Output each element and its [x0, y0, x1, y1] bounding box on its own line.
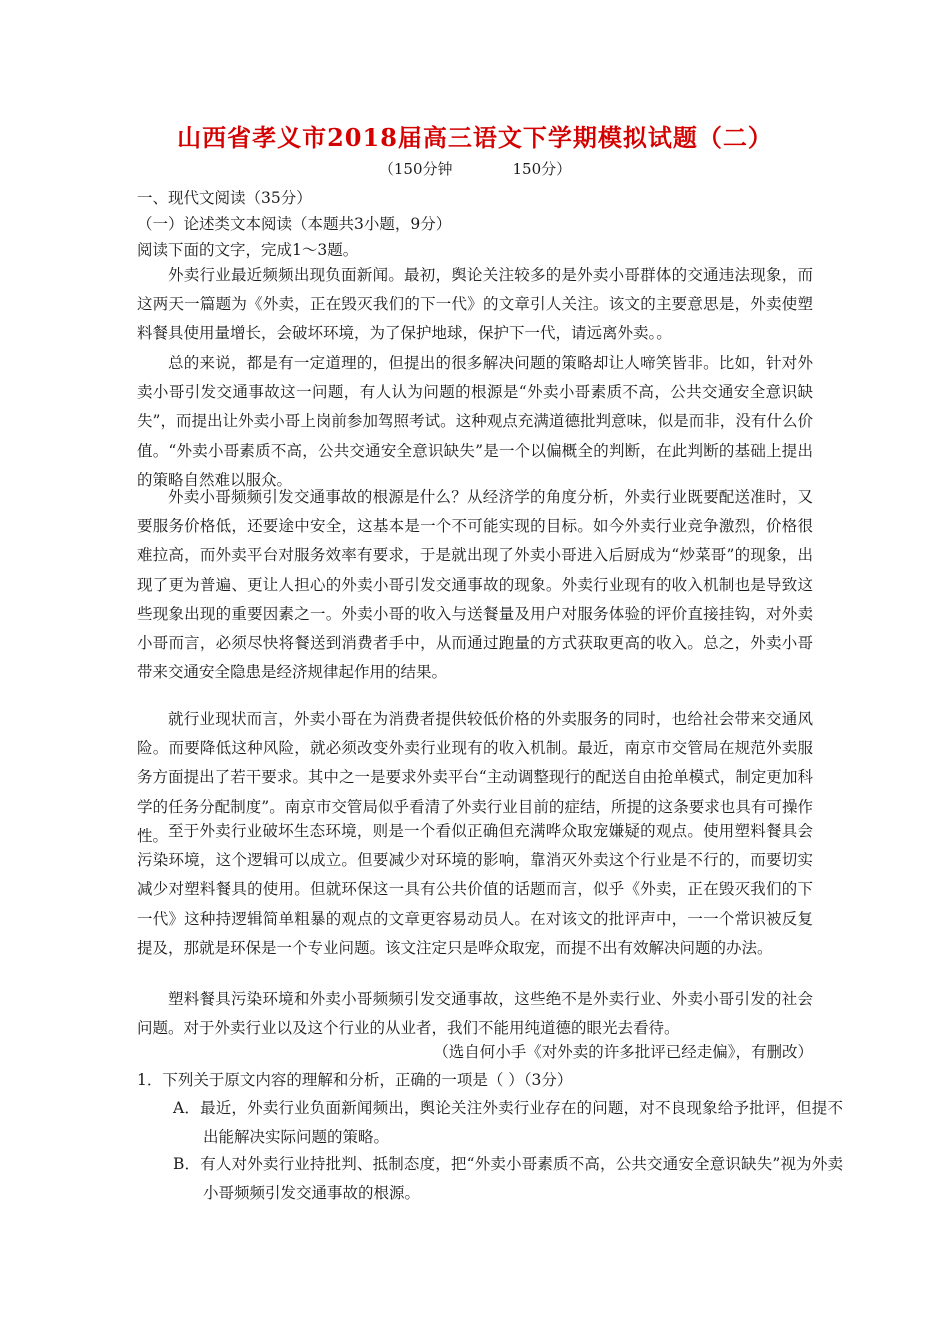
option-a: A．最近，外卖行业负面新闻频出，舆论关注外卖行业存在的问题，对不良现象给予批评，但提不出能解决实际问题的策略。: [173, 1099, 843, 1146]
exam-score: 150分）: [512, 160, 572, 178]
reading-instruction: 阅读下面的文字，完成1～3题。: [137, 241, 359, 259]
question-1: 1．下列关于原文内容的理解和分析，正确的一项是（ ）（3分）: [137, 1071, 573, 1089]
paragraph: 外卖小哥频频引发交通事故的根源是什么？从经济学的角度分析，外卖行业既要配送准时，又要服务价格低，还要途中安全，这基本是一个不可能实现的目标。如今外卖行业竞争激烈，价格很难拉高，而外卖平台对服务效率有要求，于是就出现了外卖小哥进入后厨成为“炒菜哥”的现象，出现了更为普遍、更让人担心的外卖小哥引发交通事故的现象。外卖行业现有的收入机制也是导致这些现象出现的重要因素之一。外卖小哥的收入与送餐量及用户对服务体验的评价直接挂钩，对外卖小哥而言，必须尽快将餐送到消费者手中，从而通过跑量的方式获取更高的收入。总之，外卖小哥带来交通安全隐患是经济规律起作用的结果。: [137, 488, 813, 682]
exam-duration-score: [0, 158, 950, 179]
section-heading: 一、现代文阅读（35分）: [137, 189, 312, 207]
option-b: B．有人对外卖行业持批判、抵制态度，把“外卖小哥素质不高，公共交通安全意识缺失”视为外卖小哥频频引发交通事故的根源。: [173, 1155, 843, 1202]
paragraph: 外卖行业最近频频出现负面新闻。最初，舆论关注较多的是外卖小哥群体的交通违法现象，而这两天一篇题为《外卖，正在毁灭我们的下一代》的文章引人关注。该文的主要意思是，外卖使塑料餐具使用量增长，会破坏环境，为了保护地球，保护下一代，请远离外卖。。: [137, 266, 813, 343]
exam-time: （150分钟: [378, 160, 453, 178]
paragraph: 总的来说，都是有一定道理的，但提出的很多解决问题的策略却让人啼笑皆非。比如，针对外卖小哥引发交通事故这一问题，有人认为问题的根源是“外卖小哥素质不高，公共交通安全意识缺失”，而提出让外卖小哥上岗前参加驾照考试。这种观点充满道德批判意味，似是而非，没有什么价值。“外卖小哥素质不高，公共交通安全意识缺失”是一个以偏概全的判断，在此判断的基础上提出的策略自然难以服众。: [137, 354, 813, 489]
subsection-heading: （一）论述类文本阅读（本题共3小题，9分）: [137, 215, 452, 233]
source-citation: （选自何小手《对外卖的许多批评已经走偏》，有删改）: [433, 1043, 813, 1061]
paragraph: 至于外卖行业破坏生态环境，则是一个看似正确但充满哗众取宠嫌疑的观点。使用塑料餐具会污染环境，这个逻辑可以成立。但要减少对环境的影响，靠消灭外卖这个行业是不行的，而要切实减少对塑料餐具的使用。但就环保这一具有公共价值的话题而言，似乎《外卖，正在毁灭我们的下一代》这种持逻辑简单粗暴的观点的文章更容易动员人。在对该文的批评声中，一一个常识被反复提及，那就是环保是一个专业问题。该文注定只是哗众取宠，而提不出有效解决问题的办法。: [137, 822, 813, 957]
paragraph: 塑料餐具污染环境和外卖小哥频频引发交通事故，这些绝不是外卖行业、外卖小哥引发的社会问题。对于外卖行业以及这个行业的从业者，我们不能用纯道德的眼光去看待。: [137, 990, 813, 1038]
document-title: 山西省孝义市2018届高三语文下学期模拟试题（二）: [177, 123, 773, 152]
paragraph: 就行业现状而言，外卖小哥在为消费者提供较低价格的外卖服务的同时，也给社会带来交通风险。而要降低这种风险，就必须改变外卖行业现有的收入机制。最近，南京市交管局在规范外卖服务方面提出了若干要求。其中之一是要求外卖平台“主动调整现行的配送自由抢单模式，制定更加科学的任务分配制度”。南京市交管局似乎看清了外卖行业目前的症结，所提的这条要求也具有可操作性。: [137, 710, 813, 845]
